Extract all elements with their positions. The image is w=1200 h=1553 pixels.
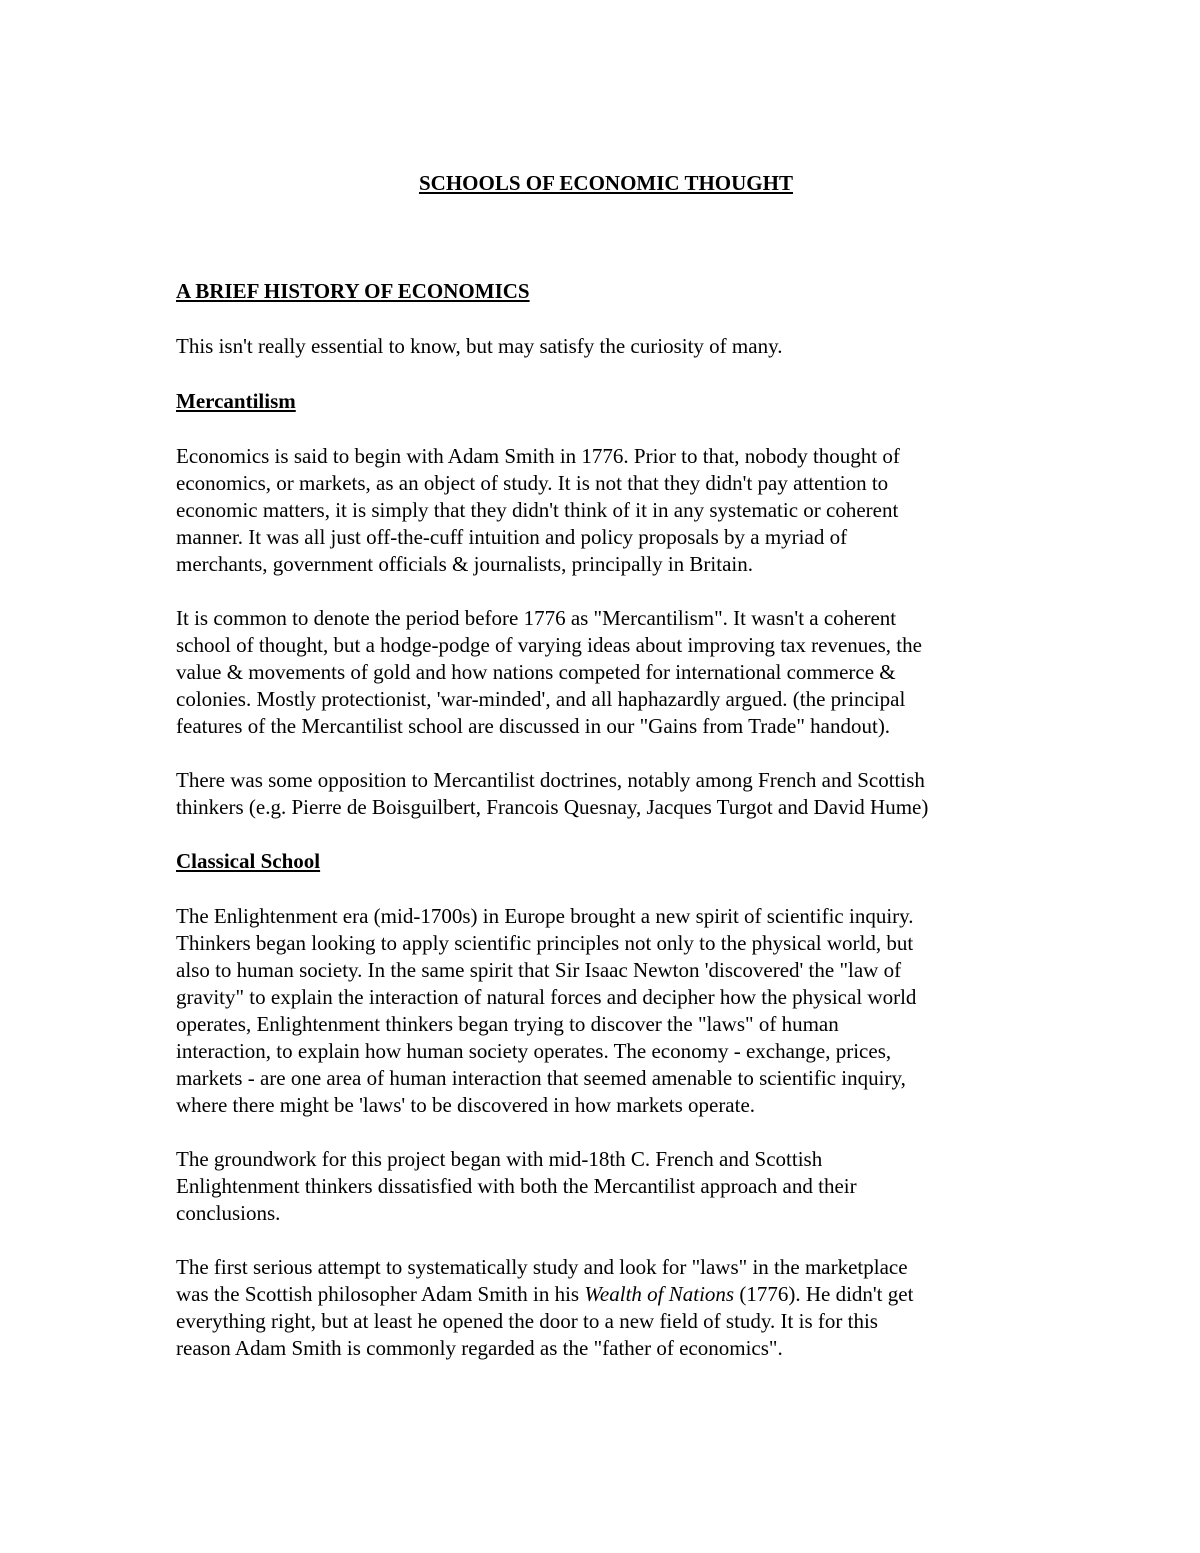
book-title: Wealth of Nations: [584, 1282, 735, 1306]
document-page: [176, 168, 1036, 1362]
text-line: school of thought, but a hodge-podge of varying ideas about improving tax revenues, the: [176, 633, 922, 657]
text-line: The groundwork for this project began with mid-18th C. French and Scottish: [176, 1147, 823, 1171]
document-title: SCHOOLS OF ECONOMIC THOUGHT: [419, 171, 793, 195]
text-line: also to human society. In the same spirit that Sir Isaac Newton 'discovered' the "law of: [176, 958, 902, 982]
text-line: [176, 1281, 1036, 1308]
text-line: colonies. Mostly protectionist, 'war-minded', and all haphazardly argued. (the principal: [176, 687, 906, 711]
text-span: was the Scottish philosopher Adam Smith in his: [176, 1282, 585, 1306]
mercantilism-heading: Mercantilism: [176, 389, 296, 413]
text-line: Enlightenment thinkers dissatisfied with both the Mercantilist approach and their: [176, 1174, 857, 1198]
text-line: The Enlightenment era (mid-1700s) in Europe brought a new spirit of scientific inquiry.: [176, 904, 914, 928]
text-line: manner. It was all just off-the-cuff intuition and policy proposals by a myriad of: [176, 525, 848, 549]
mercantilism-paragraph-3: [176, 767, 1036, 821]
text-line: conclusions.: [176, 1201, 281, 1225]
text-line: merchants, government officials & journalists, principally in Britain.: [176, 552, 753, 576]
text-span: (1776). He didn't get: [734, 1282, 914, 1306]
text-line: gravity" to explain the interaction of natural forces and decipher how the physical world: [176, 985, 917, 1009]
mercantilism-paragraph-1: [176, 443, 1036, 578]
text-line: economics, or markets, as an object of study. It is not that they didn't pay attention to: [176, 471, 889, 495]
text-line: There was some opposition to Mercantilist doctrines, notably among French and Scottish: [176, 768, 925, 792]
text-line: value & movements of gold and how nations competed for international commerce &: [176, 660, 896, 684]
text-line: operates, Enlightenment thinkers began trying to discover the "laws" of human: [176, 1012, 839, 1036]
mercantilism-paragraph-2: [176, 605, 1036, 740]
text-line: Thinkers began looking to apply scientific principles not only to the physical world, but: [176, 931, 914, 955]
text-line: features of the Mercantilist school are discussed in our "Gains from Trade" handout).: [176, 714, 891, 738]
intro-paragraph: This isn't really essential to know, but may satisfy the curiosity of many.: [176, 334, 783, 358]
text-line: interaction, to explain how human society operates. The economy - exchange, prices,: [176, 1039, 892, 1063]
text-line: It is common to denote the period before 1776 as "Mercantilism". It wasn't a coherent: [176, 606, 897, 630]
text-line: everything right, but at least he opened the door to a new field of study. It is for this: [176, 1309, 878, 1333]
text-line: where there might be 'laws' to be discovered in how markets operate.: [176, 1093, 756, 1117]
text-line: markets - are one area of human interaction that seemed amenable to scientific inquiry,: [176, 1066, 906, 1090]
text-line: The first serious attempt to systematically study and look for "laws" in the marketplace: [176, 1255, 908, 1279]
classical-paragraph-2: [176, 1146, 1036, 1227]
text-line: economic matters, it is simply that they didn't think of it in any systematic or coherent: [176, 498, 899, 522]
classical-paragraph-1: [176, 903, 1036, 1119]
text-line: thinkers (e.g. Pierre de Boisguilbert, Francois Quesnay, Jacques Turgot and David Hume): [176, 795, 929, 819]
section-heading: A BRIEF HISTORY OF ECONOMICS: [176, 279, 530, 303]
classical-school-heading: Classical School: [176, 849, 321, 873]
text-line: reason Adam Smith is commonly regarded as the "father of economics".: [176, 1336, 783, 1360]
classical-paragraph-3: [176, 1254, 1036, 1362]
text-line: Economics is said to begin with Adam Smith in 1776. Prior to that, nobody thought of: [176, 444, 900, 468]
